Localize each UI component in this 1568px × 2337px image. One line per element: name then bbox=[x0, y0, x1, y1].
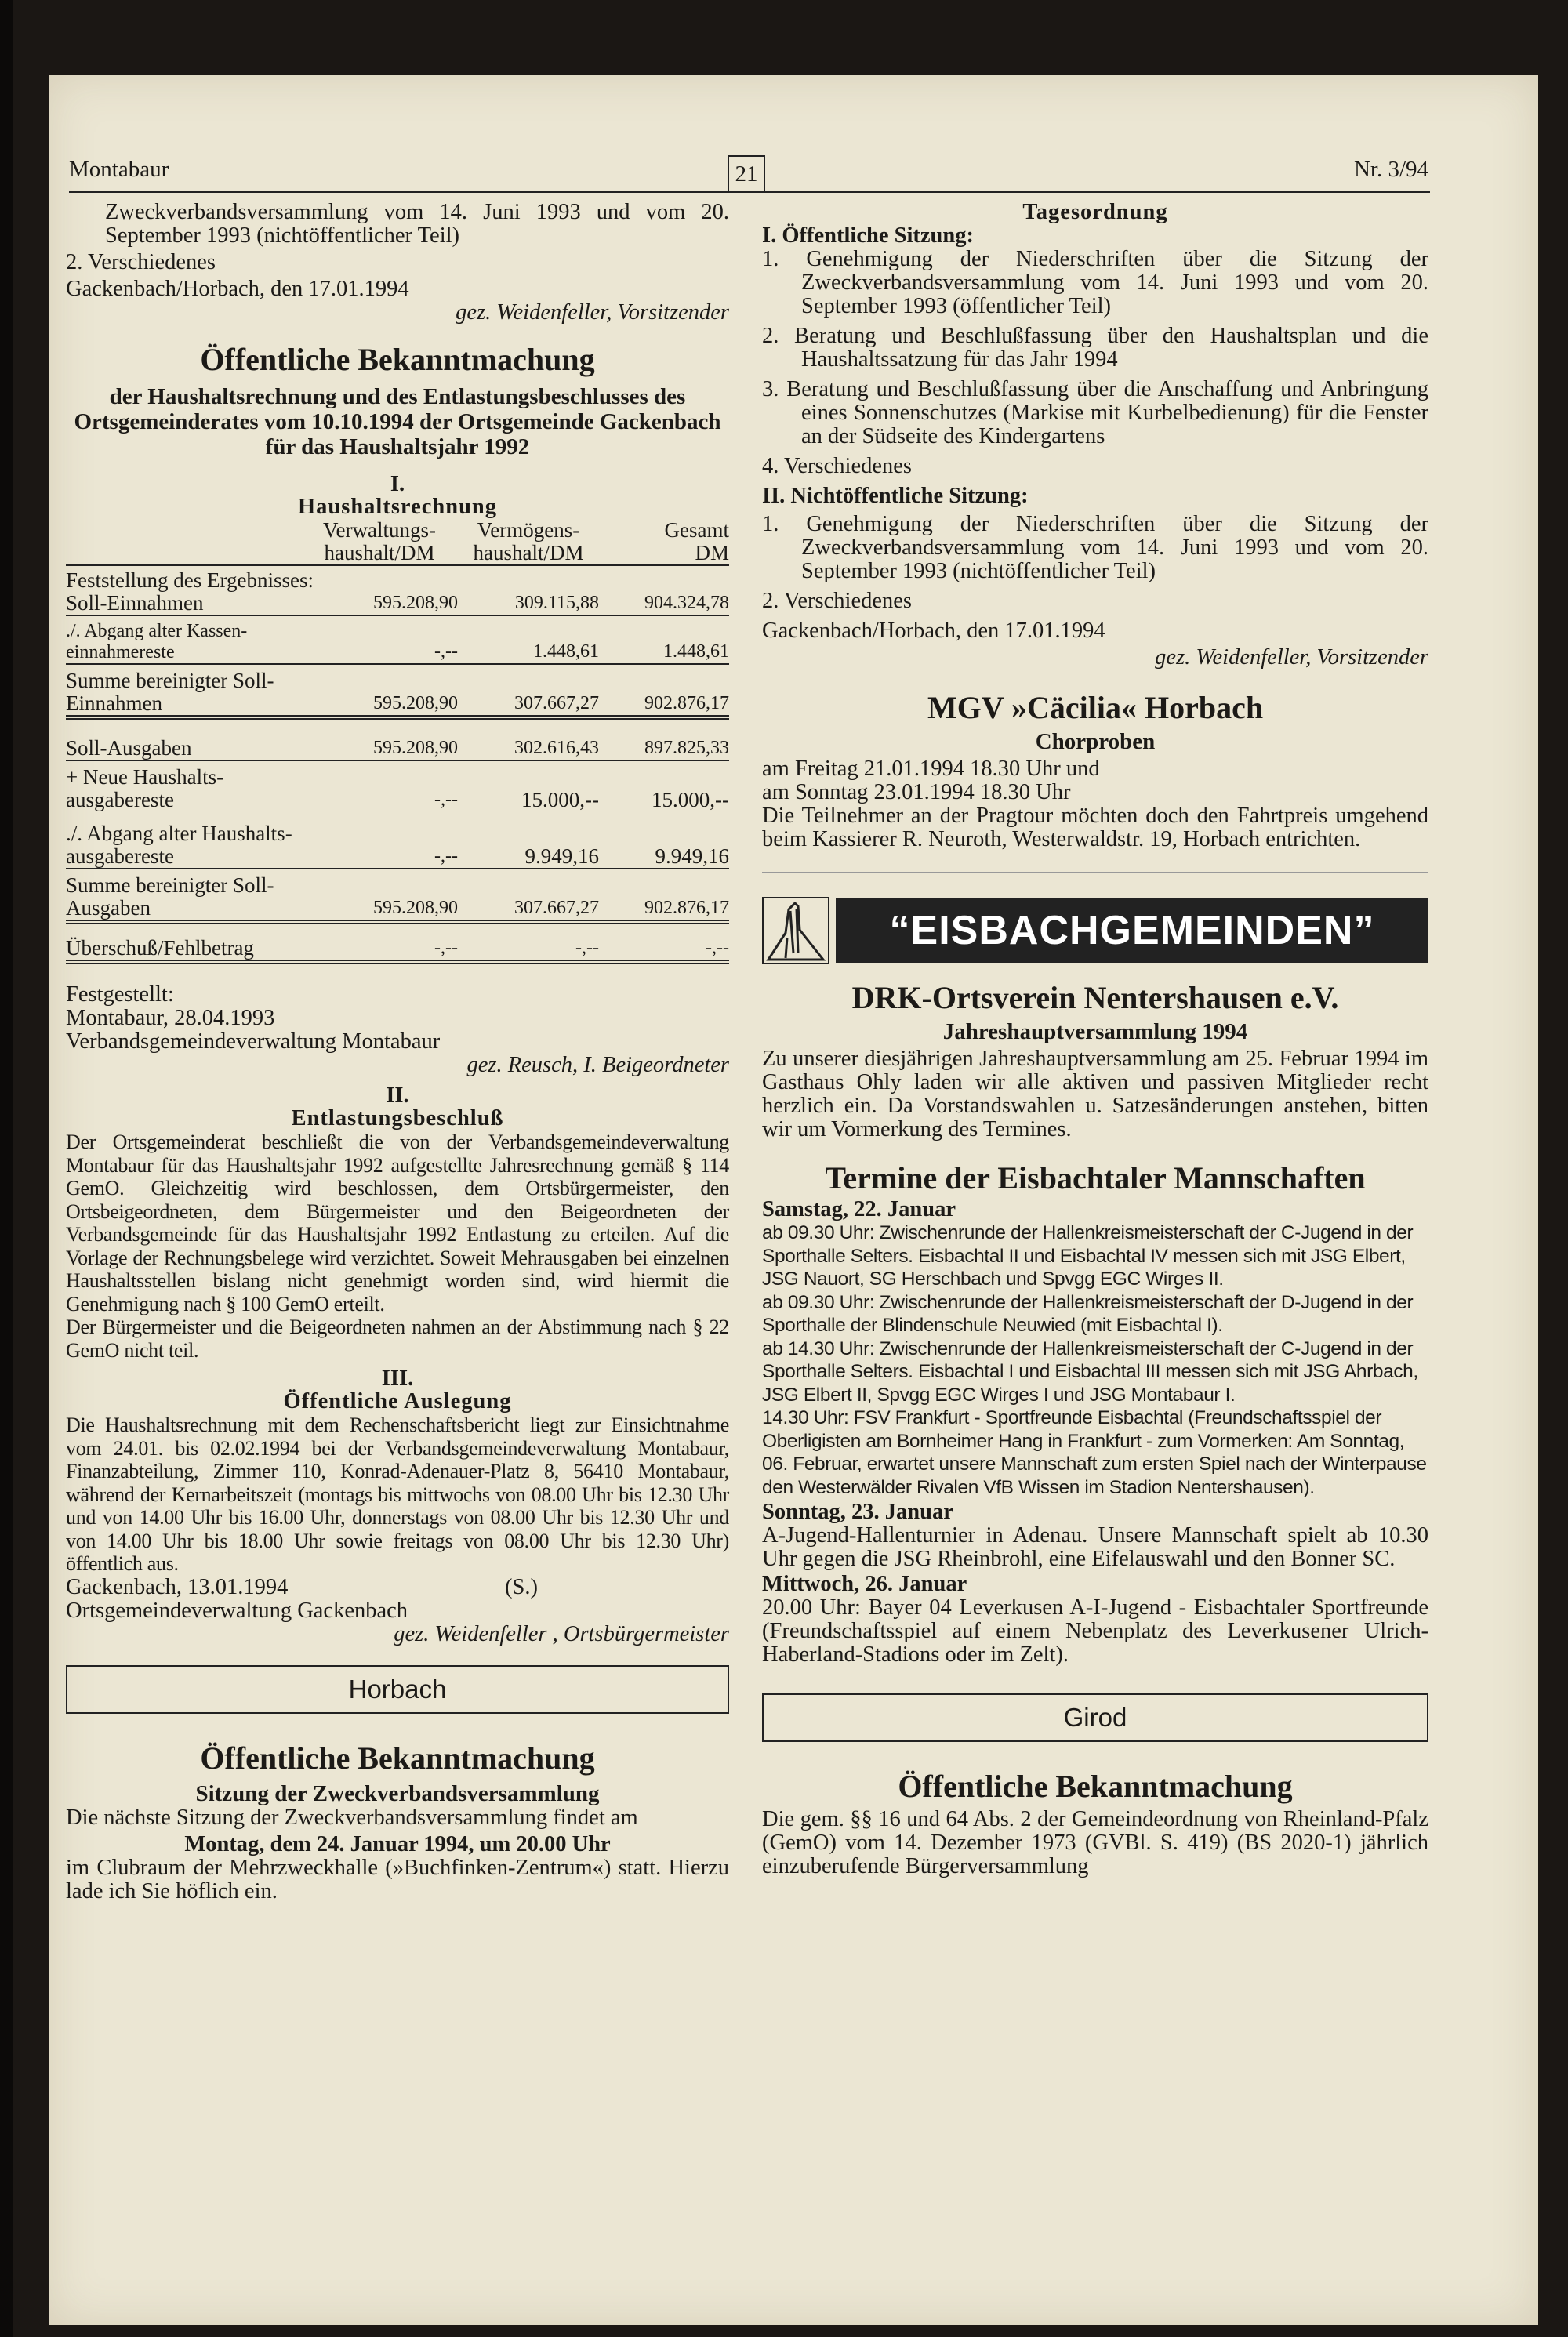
table-cell-label: Summe bereinigter Soll-Ausgaben bbox=[66, 869, 301, 922]
table-cell: 904.324,78 bbox=[599, 592, 729, 615]
right-column bbox=[762, 201, 1428, 1878]
place-date-row bbox=[66, 1576, 729, 1599]
table-cell: 595.208,90 bbox=[301, 664, 458, 717]
issue-number: Nr. 3/94 bbox=[1353, 157, 1428, 182]
club-title: MGV »Cäcilia« Horbach bbox=[927, 690, 1264, 725]
notice-title: Öffentliche Bekanntmachung bbox=[200, 342, 595, 377]
table-cell: -,-- bbox=[599, 922, 729, 962]
notice-subtitle: der Haushaltsrechnung und des Entlastungsbeschlusses des Ortsgemeinderates vom 10.10.1994 der Ortsgemeinde Gackenbach für das Haushaltsjahr 1992 bbox=[74, 384, 721, 459]
table-row bbox=[66, 664, 729, 717]
table-cell: 15.000,-- bbox=[521, 788, 599, 811]
banner-title: “EISBACHGEMEINDEN” bbox=[836, 898, 1428, 963]
association-subtitle: Jahreshauptversammlung 1994 bbox=[942, 1019, 1248, 1044]
table-cell: 307.667,27 bbox=[458, 869, 599, 922]
binding-strip bbox=[0, 0, 13, 2337]
fest-place: Montabaur, 28.04.1993 bbox=[66, 1006, 275, 1030]
table-cell: 1.448,61 bbox=[458, 615, 599, 664]
day-heading: Sonntag, 23. Januar bbox=[762, 1500, 953, 1524]
table-cell: 307.667,27 bbox=[458, 664, 599, 717]
table-cell: -,-- bbox=[301, 922, 458, 962]
section-box-girod: Girod bbox=[762, 1693, 1428, 1742]
table-row bbox=[66, 811, 729, 869]
notice-title: Öffentliche Bekanntmachung bbox=[200, 1740, 595, 1776]
table-header: Gesamt DM bbox=[599, 519, 729, 565]
agenda-item: 4. Verschiedenes bbox=[762, 454, 912, 478]
place-date: Gackenbach/Horbach, den 17.01.1994 bbox=[66, 277, 409, 301]
notice-title: Öffentliche Bekanntmachung bbox=[898, 1769, 1293, 1804]
table-cell-label: Summe bereinigter Soll-Einnahmen bbox=[66, 664, 301, 717]
meeting-text-2: im Clubraum der Mehrzweckhalle (»Buchfinken-Zentrum«) statt. Hierzu lade ich Sie höflich ein. bbox=[66, 1855, 729, 1903]
agenda-item: 3. Beratung und Beschlußfassung über die Anschaffung und Anbringung eines Sonnenschutzes (Markise mit Kurbelbedienung) für die Fenster an der Südseite des Kindergartens bbox=[762, 377, 1428, 448]
table-cell-label: Feststellung des Ergebnisses: bbox=[66, 568, 314, 592]
place-date: Gackenbach/Horbach, den 17.01.1994 bbox=[762, 619, 1105, 643]
schedule-entry: 20.00 Uhr: Bayer 04 Leverkusen A-I-Jugend - Eisbachtaler Sportfreunde (Freundschaftsspiel auf einem Nebenplatz des Leverkusener Ulrich-Haberland-Stadions oder im Zelt). bbox=[762, 1595, 1428, 1667]
table-cell: 595.208,90 bbox=[301, 592, 458, 615]
table-cell: 1.448,61 bbox=[599, 615, 729, 664]
table-cell: 595.208,90 bbox=[301, 717, 458, 760]
section-title: Öffentliche Auslegung bbox=[283, 1389, 512, 1413]
day-heading: Samstag, 22. Januar bbox=[762, 1197, 956, 1221]
association-title: DRK-Ortsverein Nentershausen e.V. bbox=[851, 980, 1339, 1015]
agenda-section: I. Öffentliche Sitzung: bbox=[762, 223, 974, 248]
fest-label: Festgestellt: bbox=[66, 982, 174, 1007]
notice-subtitle: Sitzung der Zweckverbandsversammlung bbox=[195, 1780, 600, 1806]
agenda-item-2: 2. Verschiedenes bbox=[66, 250, 216, 274]
schedule-entry: ab 14.30 Uhr: Zwischenrunde der Hallenkreismeisterschaft der C-Jugend in der Sporthalle Selters. Eisbachtal I und Eisbachtal III messen sich mit JSG Ahrbach, JSG Elbert II, Spvgg EGC Wirges I und JSG Montabaur I. bbox=[762, 1337, 1418, 1406]
header-rule bbox=[69, 191, 1430, 193]
table-cell-label: Überschuß/Fehlbetrag bbox=[66, 922, 301, 962]
section-number: II. bbox=[386, 1083, 409, 1108]
rehearsal-date: am Freitag 21.01.1994 18.30 Uhr und bbox=[762, 757, 1100, 781]
table-cell: 9.949,16 bbox=[599, 811, 729, 869]
eisbach-banner bbox=[762, 897, 1428, 964]
table-cell: 9.949,16 bbox=[458, 811, 599, 869]
table-row bbox=[66, 565, 729, 592]
schedule-title: Termine der Eisbachtaler Mannschaften bbox=[825, 1160, 1366, 1196]
signature: gez. Reusch, I. Beigeordneter bbox=[466, 1053, 729, 1077]
day-heading: Mittwoch, 26. Januar bbox=[762, 1572, 967, 1596]
table-row bbox=[66, 760, 729, 811]
table-row bbox=[66, 592, 729, 615]
seal-mark: (S.) bbox=[505, 1574, 538, 1599]
issuing-office: Ortsgemeindeverwaltung Gackenbach bbox=[66, 1598, 408, 1623]
table-cell: 302.616,43 bbox=[458, 717, 599, 760]
saturday-schedule bbox=[762, 1221, 1428, 1499]
schedule-entry: 14.30 Uhr: FSV Frankfurt - Sportfreunde Eisbachtal (Freundschaftsspiel der Oberligisten am Bornheimer Hang in Frankfurt - zum Vormerken: Am Sonntag, 06. Februar, erwartet unsere Mannschaft zum ersten Spiel nach der Winterpause den Westerwälder Rivalen VfB Wissen im Stadion Nentershausen). bbox=[762, 1407, 1427, 1498]
meeting-text: Die nächste Sitzung der Zweckverbandsversammlung findet am bbox=[66, 1805, 638, 1830]
section-number: III. bbox=[381, 1366, 414, 1391]
table-row bbox=[66, 615, 729, 664]
fest-org: Verbandsgemeindeverwaltung Montabaur bbox=[66, 1029, 441, 1054]
table-cell: 897.825,33 bbox=[599, 717, 729, 760]
resolution-text: Der Ortsgemeinderat beschließt die von der Verbandsgemeindeverwaltung Montabaur für das Haushaltsjahr 1992 aufgestellte Jahresrechnung gemäß § 114 GemO. Gleichzeitig wird beschlossen, dem Ortsbürgermeister, den Ortsbeigeordneten, dem Bürgermeister und den Beigeordneten der Verbandsgemeinde für das Haushaltsjahr 1992 Entlastung zu erteilen. Auf die Vorlage der Rechnungsbelege wird verzichtet. Soweit Mehrausgaben bei einzelnen Haushaltsstellen bislang nicht genehmigt worden sind, wird hiermit die Genehmigung nach § 100 GemO erteilt. bbox=[66, 1130, 729, 1315]
table-cell-label: ./. Abgang alter Kassen-einnahmereste bbox=[66, 615, 301, 664]
table-row bbox=[66, 869, 729, 922]
section-title: Entlastungsbeschluß bbox=[291, 1106, 504, 1130]
table-cell-label: Soll-Einnahmen bbox=[66, 592, 301, 615]
agenda-title: Tagesordnung bbox=[1022, 200, 1168, 224]
table-cell: 902.876,17 bbox=[599, 664, 729, 717]
schedule-entry: ab 09.30 Uhr: Zwischenrunde der Hallenkreismeisterschaft der C-Jugend in der Sporthalle Selters. Eisbachtal II und Eisbachtal IV messen sich mit JSG Elbert, JSG Nauort, SG Herschbach und Spvgg EGC Wirges II. bbox=[762, 1222, 1414, 1290]
resolution-text-2: Der Bürgermeister und die Beigeordneten nahmen an der Abstimmung nach § 22 GemO nicht teil. bbox=[66, 1315, 729, 1362]
agenda-item: 2. Verschiedenes bbox=[762, 589, 912, 613]
agenda-item-cont-text: Zweckverbandsversammlung vom 14. Juni 1993 und vom 20. September 1993 (nichtöffentlicher Teil) bbox=[105, 200, 729, 248]
agenda-item: 1. Genehmigung der Niederschriften über die Sitzung der Zweckverbandsversammlung vom 14. Juni 1993 und vom 20. September 1993 (nichtöffentlicher Teil) bbox=[762, 512, 1428, 583]
table-cell-label: Soll-Ausgaben bbox=[66, 717, 301, 760]
meeting-date: Montag, dem 24. Januar 1994, um 20.00 Uhr bbox=[184, 1831, 611, 1856]
club-subtitle: Chorproben bbox=[1035, 729, 1156, 754]
section-title: Haushaltsrechnung bbox=[297, 495, 498, 519]
table-cell: -,-- bbox=[434, 789, 458, 810]
table-cell-label: ./. Abgang alter Haushalts-ausgabereste bbox=[66, 811, 301, 869]
agenda-item-cont bbox=[66, 201, 729, 248]
table-header-row bbox=[66, 519, 729, 565]
agenda-item: 2. Beratung und Beschlußfassung über den Haushaltsplan und die Haushaltssatzung für das Jahr 1994 bbox=[762, 324, 1428, 372]
divider bbox=[762, 872, 1428, 873]
left-column bbox=[66, 201, 729, 1903]
schedule-entry: ab 09.30 Uhr: Zwischenrunde der Hallenkreismeisterschaft der D-Jugend in der Sporthalle der Blindenschule Neuwied (mit Eisbachtal I). bbox=[762, 1291, 1414, 1336]
table-cell: 902.876,17 bbox=[599, 869, 729, 922]
page-number: 21 bbox=[728, 155, 765, 193]
budget-table bbox=[66, 519, 729, 964]
signature: gez. Weidenfeller, Vorsitzender bbox=[456, 300, 729, 325]
header-place: Montabaur bbox=[69, 157, 169, 182]
table-cell-label: + Neue Haushalts-ausgabereste bbox=[66, 765, 224, 811]
table-cell: -,-- bbox=[301, 615, 458, 664]
church-logo-icon bbox=[762, 897, 829, 964]
rehearsal-date: am Sonntag 23.01.1994 18.30 Uhr bbox=[762, 780, 1071, 804]
table-cell: 595.208,90 bbox=[301, 869, 458, 922]
table-header: Verwaltungs- haushalt/DM bbox=[301, 519, 458, 565]
agenda-section: II. Nichtöffentliche Sitzung: bbox=[762, 484, 1029, 508]
signature: gez. Weidenfeller , Ortsbürgermeister bbox=[394, 1621, 729, 1646]
table-cell: 15.000,-- bbox=[652, 788, 729, 811]
place-date: Gackenbach, 13.01.1994 bbox=[66, 1574, 289, 1599]
table-cell: 309.115,88 bbox=[458, 592, 599, 615]
agenda-item: 1. Genehmigung der Niederschriften über die Sitzung der Zweckverbandsversammlung vom 14. Juni 1993 und vom 20. September 1993 (öffentlicher Teil) bbox=[762, 247, 1428, 318]
club-text: Die Teilnehmer an der Pragtour möchten doch den Fahrtpreis umgehend beim Kassierer R. Neuroth, Westerwaldstr. 19, Horbach entrichten. bbox=[762, 804, 1428, 851]
association-text: Zu unserer diesjährigen Jahreshauptversammlung am 25. Februar 1994 im Gasthaus Ohly laden wir alle aktiven und passiven Mitglieder recht herzlich ein. Da Vorstandswahlen u. Satzesänderungen anstehen, bitten wir um Vormerkung des Termines. bbox=[762, 1047, 1428, 1141]
signature: gez. Weidenfeller, Vorsitzender bbox=[1155, 645, 1428, 670]
table-row bbox=[66, 717, 729, 760]
table-header: Vermögens- haushalt/DM bbox=[458, 519, 599, 565]
section-box-horbach: Horbach bbox=[66, 1665, 729, 1714]
section-number: I. bbox=[390, 472, 405, 496]
table-row bbox=[66, 922, 729, 962]
notice-text: Die gem. §§ 16 und 64 Abs. 2 der Gemeindeordnung von Rheinland-Pfalz (GemO) vom 14. Dezember 1973 (GVBl. S. 419) (BS 2020-1) jährlich einzuberufende Bürgerversammlung bbox=[762, 1807, 1428, 1878]
display-text: Die Haushaltsrechnung mit dem Rechenschaftsbericht liegt zur Einsichtnahme vom 24.01. bis 02.02.1994 bei der Verbandsgemeindeverwaltung Montabaur, Finanzabteilung, Zimmer 110, Konrad-Adenauer-Platz 8, 56410 Montabaur, während der Kernarbeitszeit (montags bis mittwochs von 08.00 Uhr bis 12.30 Uhr und von 14.00 Uhr bis 16.00 Uhr, donnerstags von 08.00 Uhr bis 12.30 Uhr und von 14.00 Uhr bis 18.00 Uhr sowie freitags von 08.00 Uhr bis 12.30 Uhr) öffentlich aus. bbox=[66, 1413, 729, 1575]
table-cell: -,-- bbox=[301, 811, 458, 869]
table-cell: -,-- bbox=[458, 922, 599, 962]
schedule-entry: A-Jugend-Hallenturnier in Adenau. Unsere Mannschaft spielt ab 10.30 Uhr gegen die JSG Rheinbrohl, eine Eifelauswahl und den Bonner SC. bbox=[762, 1523, 1428, 1571]
